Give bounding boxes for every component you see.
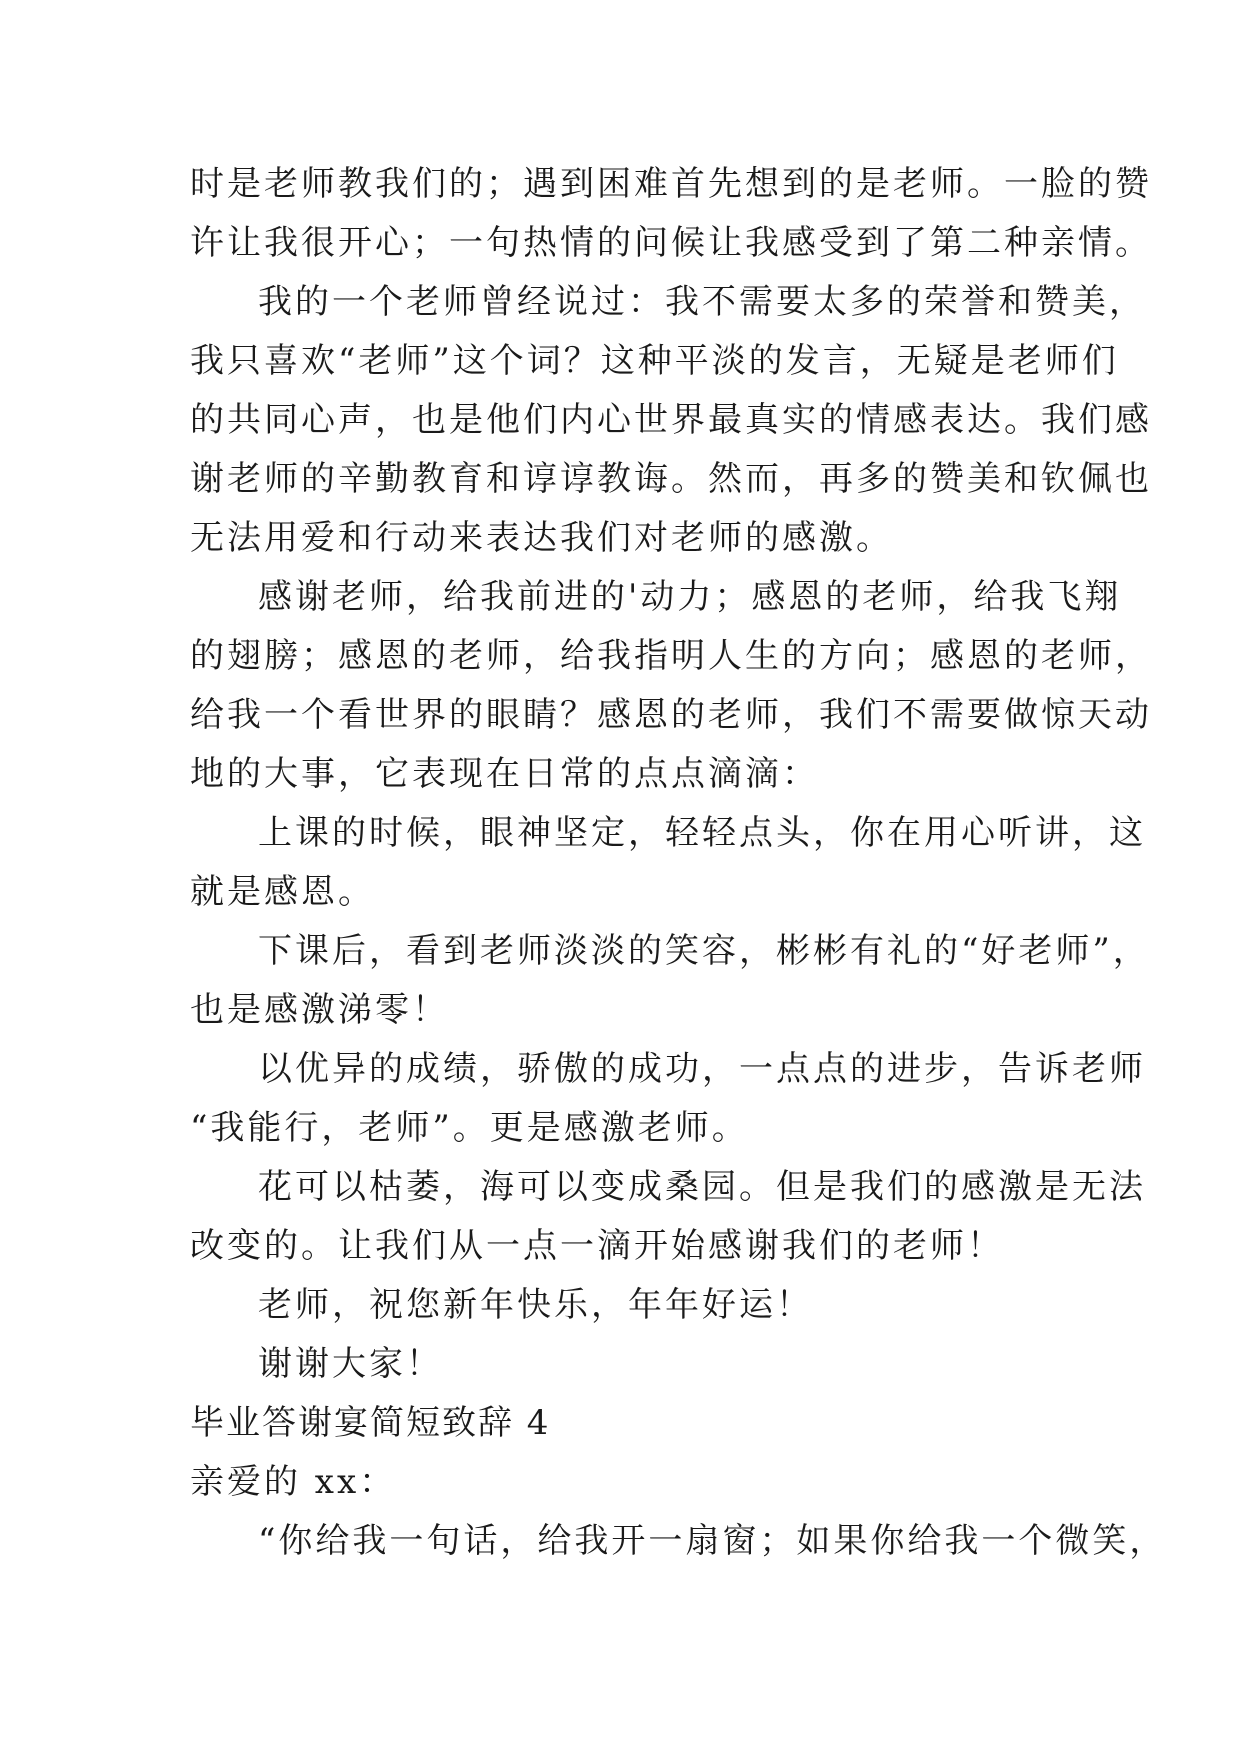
text-line: 也是感激涕零！	[190, 990, 449, 1030]
text-line: 无法用爱和行动来表达我们对老师的感激。	[190, 518, 893, 558]
text-line: “我能行，老师”。更是感激老师。	[190, 1108, 749, 1148]
paragraph-start-line: 谢谢大家！	[258, 1344, 443, 1384]
paragraph-start-line: 花可以枯萎，海可以变成桑园。但是我们的感激是无法	[258, 1167, 1146, 1207]
section-heading: 毕业答谢宴简短致辞 4	[190, 1403, 551, 1443]
text-line: 地的大事，它表现在日常的点点滴滴：	[190, 754, 819, 794]
paragraph-start-line: 下课后，看到老师淡淡的笑容，彬彬有礼的“好老师”，	[258, 931, 1150, 971]
paragraph-start-line: 感谢老师，给我前进的'动力；感恩的老师，给我飞翔	[258, 577, 1122, 617]
paragraph-start-line: 老师，祝您新年快乐，年年好运！	[258, 1285, 813, 1325]
salutation-line: 亲爱的 xx：	[190, 1462, 397, 1502]
text-line: 的共同心声，也是他们内心世界最真实的情感表达。我们感	[190, 400, 1152, 440]
text-line: 改变的。让我们从一点一滴开始感谢我们的老师！	[190, 1226, 1004, 1266]
text-line: 许让我很开心；一句热情的问候让我感受到了第二种亲情。	[190, 223, 1152, 263]
paragraph-start-line: 我的一个老师曾经说过：我不需要太多的荣誉和赞美，	[258, 282, 1146, 322]
text-line: 的翅膀；感恩的老师，给我指明人生的方向；感恩的老师，	[190, 636, 1152, 676]
paragraph-start-line: 上课的时候，眼神坚定，轻轻点头，你在用心听讲，这	[258, 813, 1146, 853]
text-line: 时是老师教我们的；遇到困难首先想到的是老师。一脸的赞	[190, 164, 1152, 204]
document-body	[190, 155, 1167, 1571]
text-line: 就是感恩。	[190, 872, 375, 912]
text-line: 给我一个看世界的眼睛？感恩的老师，我们不需要做惊天动	[190, 695, 1152, 735]
paragraph-start-line: “你给我一句话，给我开一扇窗；如果你给我一个微笑，	[258, 1521, 1167, 1561]
text-line: 我只喜欢“老师”这个词？这种平淡的发言，无疑是老师们	[190, 341, 1119, 381]
paragraph-start-line: 以优异的成绩，骄傲的成功，一点点的进步，告诉老师	[258, 1049, 1146, 1089]
text-line: 谢老师的辛勤教育和谆谆教诲。然而，再多的赞美和钦佩也	[190, 459, 1152, 499]
